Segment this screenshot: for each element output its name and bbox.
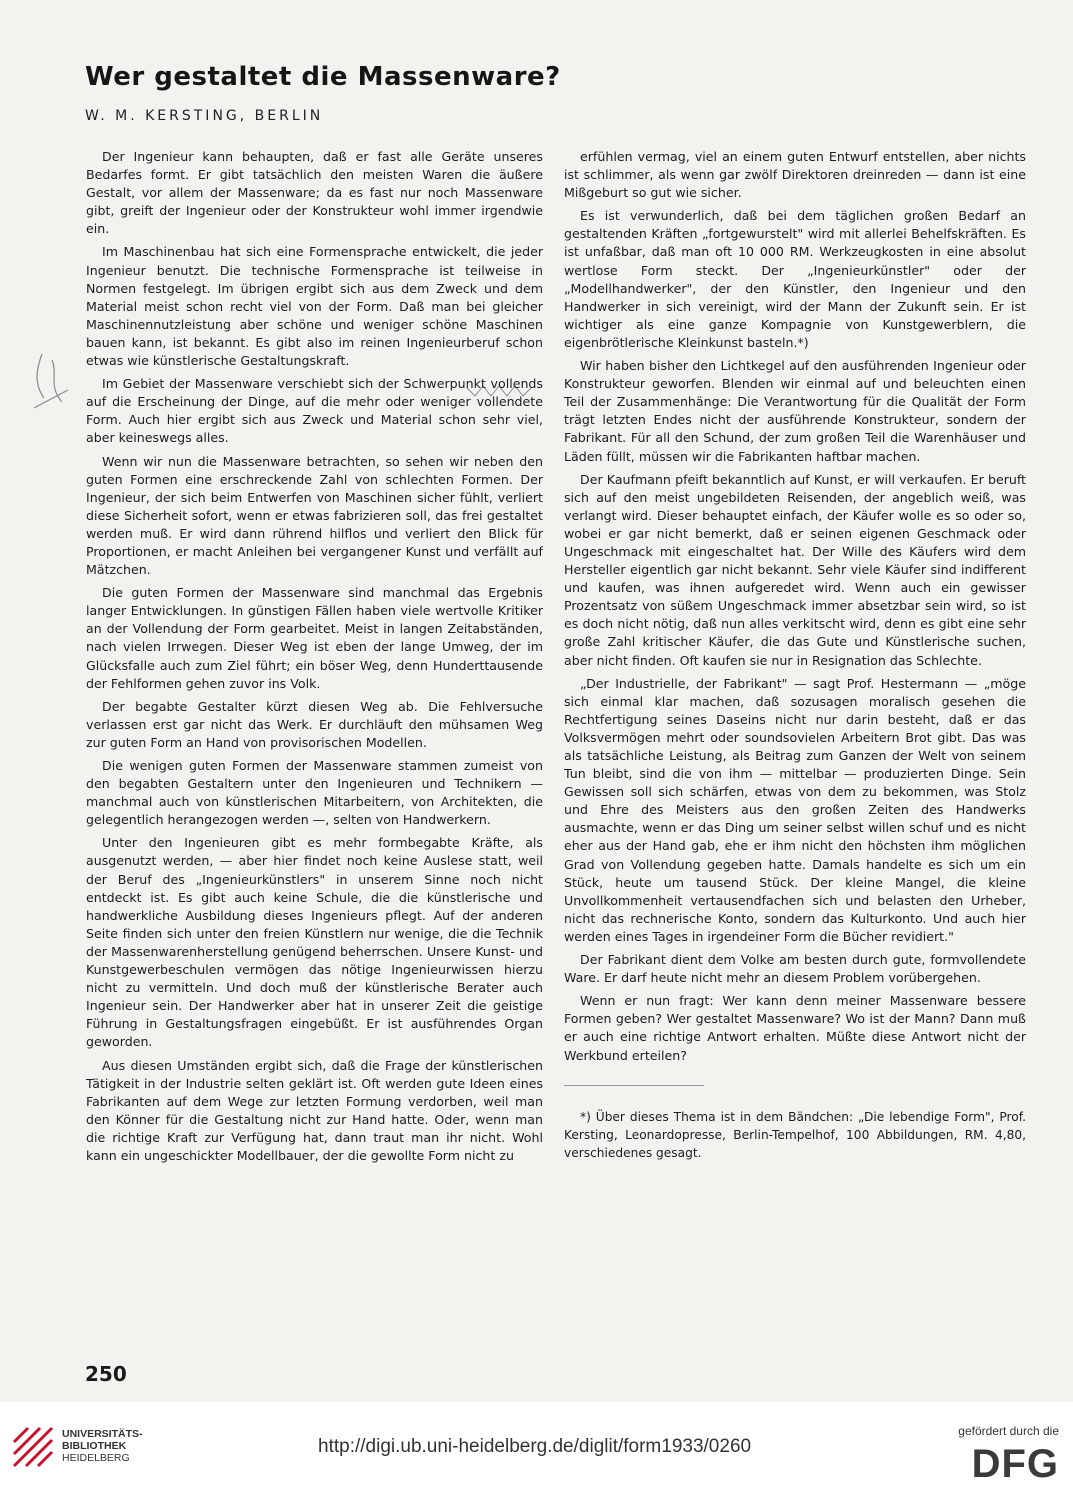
footnote-divider — [564, 1085, 704, 1086]
article-title: Wer gestaltet die Massenware? — [85, 62, 561, 92]
paragraph: Wenn er nun fragt: Wer kann denn meiner Massenware bessere Formen geben? Wer gestaltet Massenware? Wo ist der Mann? Dann muß er auch eine richtige Antwort erhalten. Müßte diese Antwort nicht der Werkbund erteilen? — [564, 993, 1026, 1063]
paragraph: „Der Industrielle, der Fabrikant" — sagt Prof. Hestermann — „möge sich einmal klar machen, daß sozusagen moralisch gesehen die Rechtfertigung seines Daseins nicht nur darin besteht, daß er das Volksvermögen mehrt oder soundsovielen Arbeitern Brot gibt. Das was als tatsächliche Leistung, als Beitrag zum Ganzen der Welt von seinem Tun bleibt, sind die von ihm — mittelbar — produzierten Dinge. Sein Gewissen soll sich schärfen, etwas von dem zu bekommen, was Stolz und Ehre des Meisters aus den großen Zeiten des Handwerks ausmachte, wenn er das Ding um seiner selbst willen schuf und es nicht eher aus der Hand gab, ehe er ihm nicht den höchsten ihm möglichen Grad von Vollendung gegeben hatte. Damals handelte es sich um ein Stück, heute um tausend Stück. Der kleine Mangel, die kleine Unvollkommenheit vertausendfachen sich und belasten den Urheber, nicht das rechnerische Konto, sondern das Kulturkonto. Und auch hier werden eines Tages in irgendeiner Form die Bücher revidiert." — [564, 675, 1026, 944]
library-name-line: BIBLIOTHEK — [62, 1440, 127, 1452]
left-text-column — [86, 148, 543, 1170]
paragraph: Es ist verwunderlich, daß bei dem täglichen großen Bedarf an gestaltenden Kräften „fortgewurstelt" wird mit allerlei Behelfskräften. Es ist unfaßbar, daß man oft 10 000 RM. Werkzeugkosten in eine absolut wertlose Form steckt. Der „Ingenieurkünstler" oder der „Modellhandwerker", der den Künstler, den Ingenieur und den Handwerker in sich vereinigt, wird der Mann der Zukunft sein. Er ist wichtiger als eine ganze Kompagnie von Kunstgewerblern, die eigenbrötlerische Kleinkunst basteln.*) — [564, 208, 1026, 350]
dfg-logo[interactable]: DFG — [971, 1442, 1059, 1486]
paragraph: Der Ingenieur kann behaupten, daß er fast alle Geräte unseres Bedarfes formt. Er gibt tatsächlich den meisten Waren die äußere Gestalt, vor allem der Massenware; da es fast nur noch Massenware gibt, greift der Ingenieur oder der Konstrukteur wohl immer irgendwie ein. — [86, 149, 543, 237]
paragraph: Der Fabrikant dient dem Volke am besten durch gute, formvollendete Ware. Er darf heute nicht mehr an diesem Problem vorübergehen. — [564, 952, 1026, 986]
source-url-link[interactable]: http://digi.ub.uni-heidelberg.de/diglit/form1933/0260 — [318, 1436, 752, 1457]
paragraph: Unter den Ingenieuren gibt es mehr formbegabte Kräfte, als ausgenutzt werden, — aber hier findet noch keine Auslese statt, weil der Beruf des „Ingenieurkünstlers" in unserem Sinne noch nicht entdeckt ist. Es gibt auch keine Schule, die die künstlerische und handwerkliche Ausbildung dieses Ingenieurs pflegt. Auf der anderen Seite finden sich unter den freien Künstlern nur wenige, die die Technik der Massenwarenherstellung genügend beherrschen. Unsere Kunst- und Kunstgewerbeschulen vermögen das nötige Ingenieurwissen hierzu nicht zu vermitteln. Und doch muß der künstlerische Berater auch Ingenieur sein. Der Handwerker aber hat in unserer Zeit die geistige Führung in Gestaltungsfragen eingebüßt. Er ist ausführendes Organ geworden. — [86, 835, 543, 1050]
university-library-logo-icon[interactable] — [10, 1424, 56, 1470]
digitization-footer — [0, 1402, 1073, 1494]
paragraph: erfühlen vermag, viel an einem guten Entwurf entstellen, aber nichts ist schlimmer, als wenn gar zwölf Direktoren dreinreden — dann ist eine Mißgeburt so gut wie sicher. — [564, 149, 1026, 201]
paragraph: Aus diesen Umständen ergibt sich, daß die Frage der künstlerischen Tätigkeit in der Industrie selten geklärt ist. Oft werden gute Ideen eines Fabrikanten auf dem Wege zur letzten Formung verdorben, weil man den Könner für die Gestaltung nicht zur Hand hatte. Oder, wenn man die richtige Kraft zur Verfügung hat, dann traut man ihr nicht. Wohl kann ein ungeschickter Modellbauer, der die gewollte Form nicht zu — [86, 1057, 543, 1163]
paragraph: Die guten Formen der Massenware sind manchmal das Ergebnis langer Entwicklungen. In günstigen Fällen haben viele wertvolle Kritiker an der Vollendung der Form gearbeitet. Meist in langen Zeitabständen, nach vielen Irrwegen. Dieser Weg ist eben der lange Umweg, der im Glücksfalle auch zum Ziel führt; ein böser Weg, denn Hunderttausende der Fehlformen gehen zuvor ins Volk. — [86, 585, 543, 691]
footnote: *) Über dieses Thema ist in dem Bändchen: „Die lebendige Form", Prof. Kersting, Leonardopresse, Berlin-Tempelhof, 100 Abbildungen, RM. 4,80, verschiedenes gesagt. — [564, 1109, 1026, 1160]
paragraph: Der begabte Gestalter kürzt diesen Weg ab. Die Fehlversuche verlassen erst gar nicht das Werk. Er durchläuft den mühsamen Weg zur guten Form an Hand von provisorischen Modellen. — [86, 698, 543, 750]
university-library-name[interactable] — [62, 1428, 143, 1464]
pencil-annotation-mark — [28, 350, 72, 420]
paragraph: Die wenigen guten Formen der Massenware stammen zumeist von den begabten Gestaltern unter den Ingenieuren und Technikern — manchmal auch von künstlerischen Mitarbeitern, von Architekten, die gelegentlich herangezogen werden —, selten von Handwerkern. — [86, 758, 543, 828]
paragraph: Im Gebiet der Massenware verschiebt sich der Schwerpunkt vollends auf die Erscheinung der Dinge, auf die mehr oder weniger vollendete Form. Auch hier ergibt sich aus Zweck und Material schon sehr viel, aber keineswegs alles. — [86, 376, 543, 446]
paragraph: Wenn wir nun die Massenware betrachten, so sehen wir neben den guten Formen eine erschreckende Zahl von schlechten Formen. Der Ingenieur, der sich beim Entwerfen von Maschinen sicher fühlt, verliert diese Sicherheit sofort, wenn er etwas fabrizieren soll, das frei gestaltet werden muß. Er wird dann rührend hilflos und verliert den Blick für Proportionen, er macht Anleihen bei vergangener Kunst und verfällt auf Mätzchen. — [86, 453, 543, 578]
paragraph: Wir haben bisher den Lichtkegel auf den ausführenden Ingenieur oder Konstrukteur geworfen. Blenden wir einmal auf und beleuchten einen Teil der Zusammenhänge: Die Verantwortung für die Qualität der Form trägt letzten Endes nicht der ausführende Konstrukteur, sondern der Fabrikant. Für all den Schund, der zum großen Teil die Warenhäuser und Läden füllt, müssen wir die Fabrikanten haftbar machen. — [564, 358, 1026, 464]
page-number: 250 — [85, 1362, 127, 1386]
right-text-column — [564, 148, 1026, 1167]
library-name-line: HEIDELBERG — [62, 1452, 130, 1464]
paragraph: Im Maschinenbau hat sich eine Formensprache entwickelt, die jeder Ingenieur benutzt. Die technische Formensprache ist teilweise in Normen festgelegt. Im übrigen ergibt sich aus dem Zweck und dem Material meist schon recht viel von der Form. Daß man bei gleicher Maschinennutzleistung aber schöne und weniger schöne Maschinen bauen kann, ist bekannt. Es gibt also im reinen Ingenieurberuf schon etwas wie künstlerische Gestaltungskraft. — [86, 244, 543, 369]
article-author: W. M. KERSTING, BERLIN — [85, 108, 324, 124]
paragraph: Der Kaufmann pfeift bekanntlich auf Kunst, er will verkaufen. Er beruft sich auf den meist ungebildeten Reisenden, der angeblich weiß, was verlangt wird. Dieser behauptet einfach, der Käufer wolle es so oder so, wobei er gar nicht bemerkt, daß er seinen eigenen Geschmack oder Ungeschmack mit eingeschaltet hat. Der Wille des Käufers wird dem Hersteller eigentlich gar nicht bekannt. Sehr viele Käufer sind indifferent und kaufen, was ihnen aufgeredet wird. Wenn auch ein gewisser Prozentsatz von süßem Ungeschmack immer absetzbar sein wird, so ist es doch nicht nötig, daß nun alles verkitscht wird, denn es gibt eine sehr große Zahl kritischer Käufer, die das Gute und Künstlerische suchen, aber nicht finden. Oft kaufen sie nur in Resignation das Schlechte. — [564, 471, 1026, 668]
dfg-funding-caption: gefördert durch die — [958, 1424, 1059, 1438]
library-name-line: UNIVERSITÄTS- — [62, 1428, 143, 1440]
